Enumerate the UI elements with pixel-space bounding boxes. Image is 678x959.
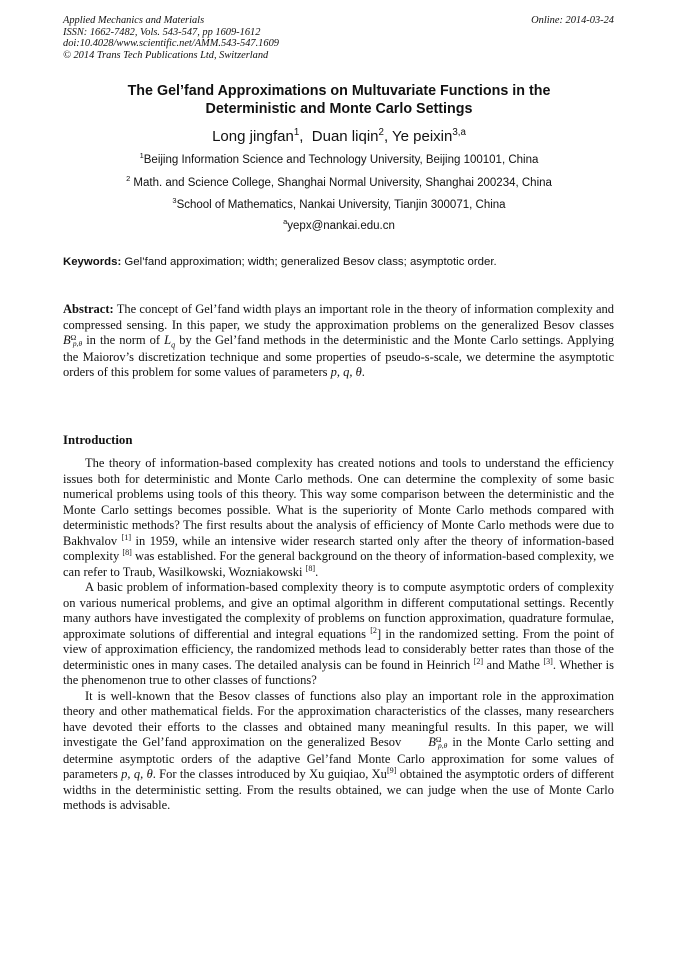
abstract (63, 302, 614, 381)
sym-ptheta: p,θ (438, 741, 448, 751)
sym-omega: Ω (70, 332, 77, 342)
citation: [9] (386, 765, 397, 775)
text: . (315, 564, 319, 579)
text: ] in the randomized setting. From the point of view of approximation efficiency, the randomized methods lead to considerably better rates than those of the deterministic ones in many cases. The detailed analysis can be found in Heinrich (63, 626, 614, 672)
author-name: Ye peixin (392, 128, 453, 145)
citation: [2] (473, 656, 484, 666)
aff-text: Math. and Science College, Shanghai Normal University, Shanghai 200234, China (130, 177, 552, 189)
author-name: Duan liqin (311, 128, 379, 145)
lq-symbol (164, 333, 176, 350)
title-line-1: The Gel’fand Approximations on Multuvariate Functions in the (127, 83, 551, 99)
text: obtained the asymptotic orders of different widths in the deterministic setting. From the results obtained, we can judge when the use of Monte Carlo methods is advisable. (63, 767, 614, 812)
paragraph (63, 456, 614, 580)
paragraph (63, 580, 614, 689)
issn-line: ISSN: 1662-7482, Vols. 543-547, pp 1609-1612 (63, 26, 261, 38)
params: p, q, θ (121, 767, 153, 781)
title-line-2: Deterministic and Monte Carlo Settings (205, 101, 473, 117)
keywords (63, 256, 614, 268)
sym-q: q (171, 340, 176, 350)
introduction-body (63, 456, 614, 814)
author-sup: 2 (378, 127, 384, 138)
running-header (63, 15, 614, 61)
email-address: yepx@nankai.edu.cn (287, 220, 395, 232)
text: It is well-known that the Besov classes of functions also play an important role in the approximation theory and other mathematical fields. For the approximation characteristics of the classes, many researchers have devoted their efforts to the classes and obtained many meaningful results. In this paper, we will investigate the Gel’fand approximation on the generalized Besov (63, 688, 614, 749)
text: in the Monte Carlo setting and determine asymptotic orders of the adaptive Gel’fand Monte Carlo approximation for some values of parameters (63, 735, 614, 781)
text: . For the classes introduced by Xu guiqiao, Xu (152, 767, 387, 781)
paragraph (63, 689, 614, 814)
text: A basic problem of information-based complexity theory is to compute asymptotic orders of complexity on various numerical problems, and give an optimal algorithm in different computational settings. Recently many authors have investigated the complexity of problems on function approximation, quadrature formulae, approximate solutions of differential and integral equations (63, 580, 614, 641)
author-sup: 3,a (452, 127, 466, 138)
abstract-params: p, q, θ (330, 365, 362, 379)
sym-ptheta: p,θ (72, 339, 83, 349)
sym-b: B (63, 333, 71, 347)
besov-symbol (63, 333, 82, 350)
affiliation-1 (0, 151, 678, 166)
abstract-label: Abstract: (63, 302, 114, 316)
doi-line: doi:10.4028/www.scientific.net/AMM.543-547.1609 (63, 38, 279, 49)
author-sup: 1 (293, 127, 300, 138)
abstract-text: The concept of Gel’fand width plays an important role in the theory of information complexity and compressed sensing. In this paper, we study the approximation problems on the generalized Besov classes (63, 302, 614, 332)
keywords-text: Gel’fand approximation; width; generalized Besov class; asymptotic order. (121, 256, 497, 268)
abstract-text: by the Gel’fand methods in the deterministic and the Monte Carlo settings. Applying the Maiorov’s discretization technique and some properties of pseudo-s-scale, we determine the asymptotic orders of this problem for some values of parameters (63, 333, 615, 379)
text: and Mathe (483, 657, 544, 672)
author-list: Long jingfan$^1$, Duan liqin$^2$, Ye peixin$^{3,a}$ (212, 127, 466, 145)
aff-sup: 2 (126, 174, 131, 184)
aff-sup: 3 (172, 196, 177, 206)
sym-b: B (428, 735, 436, 749)
sym-l: L (164, 333, 172, 347)
citation: [2 (370, 625, 377, 635)
text: was established. For the general background on the theory of information-based complexity, we can refer to Traub, Wasilkowski, Wozniakowski (63, 549, 614, 579)
text: . Whether is the phenomenon true to other classes of functions? (63, 657, 614, 687)
author-name: Long jingfan (212, 128, 294, 145)
besov-symbol (406, 735, 447, 752)
aff-text: School of Mathematics, Nankai University, Tianjin 300071, China (176, 199, 506, 211)
keywords-label: Keywords: (63, 256, 122, 268)
journal-name: Applied Mechanics and Materials (63, 15, 205, 26)
citation: [1] (121, 532, 132, 542)
email (0, 217, 678, 232)
section-heading: Introduction (63, 433, 133, 447)
sym-omega: Ω (435, 734, 442, 744)
citation: [8] (305, 563, 316, 573)
citation: [8] (122, 547, 132, 557)
aff-text: Beijing Information Science and Technology University, Beijing 100101, China (143, 154, 539, 166)
text: The theory of information-based complexity has created notions and tools to understand the efficiency issues both for deterministic and Monte Carlo methods. One can determine the complexity of some basic numerical problems using tools of this theory. This way some comparison between the deterministic and the Monte Carlo settings becomes possible. What is the superiority of Monte Carlo methods compared with deterministic methods? The first results about the analysis of efficiency of Monte Carlo methods were due to Bakhvalov (63, 456, 614, 548)
affiliation-3 (0, 196, 678, 211)
email-sup: a (283, 217, 288, 227)
online-date: Online: 2014-03-24 (531, 15, 614, 26)
citation: [3] (543, 656, 553, 666)
abstract-text: in the norm of (82, 333, 165, 347)
copyright-line: © 2014 Trans Tech Publications Ltd, Switzerland (63, 49, 269, 61)
abstract-text: . (361, 365, 365, 379)
text: in 1959, while an intensive wider research started only after the theory of information-based complexity (63, 533, 614, 563)
paper-title (0, 82, 678, 118)
aff-sup: 1 (139, 151, 144, 161)
affiliation-2 (0, 174, 678, 189)
